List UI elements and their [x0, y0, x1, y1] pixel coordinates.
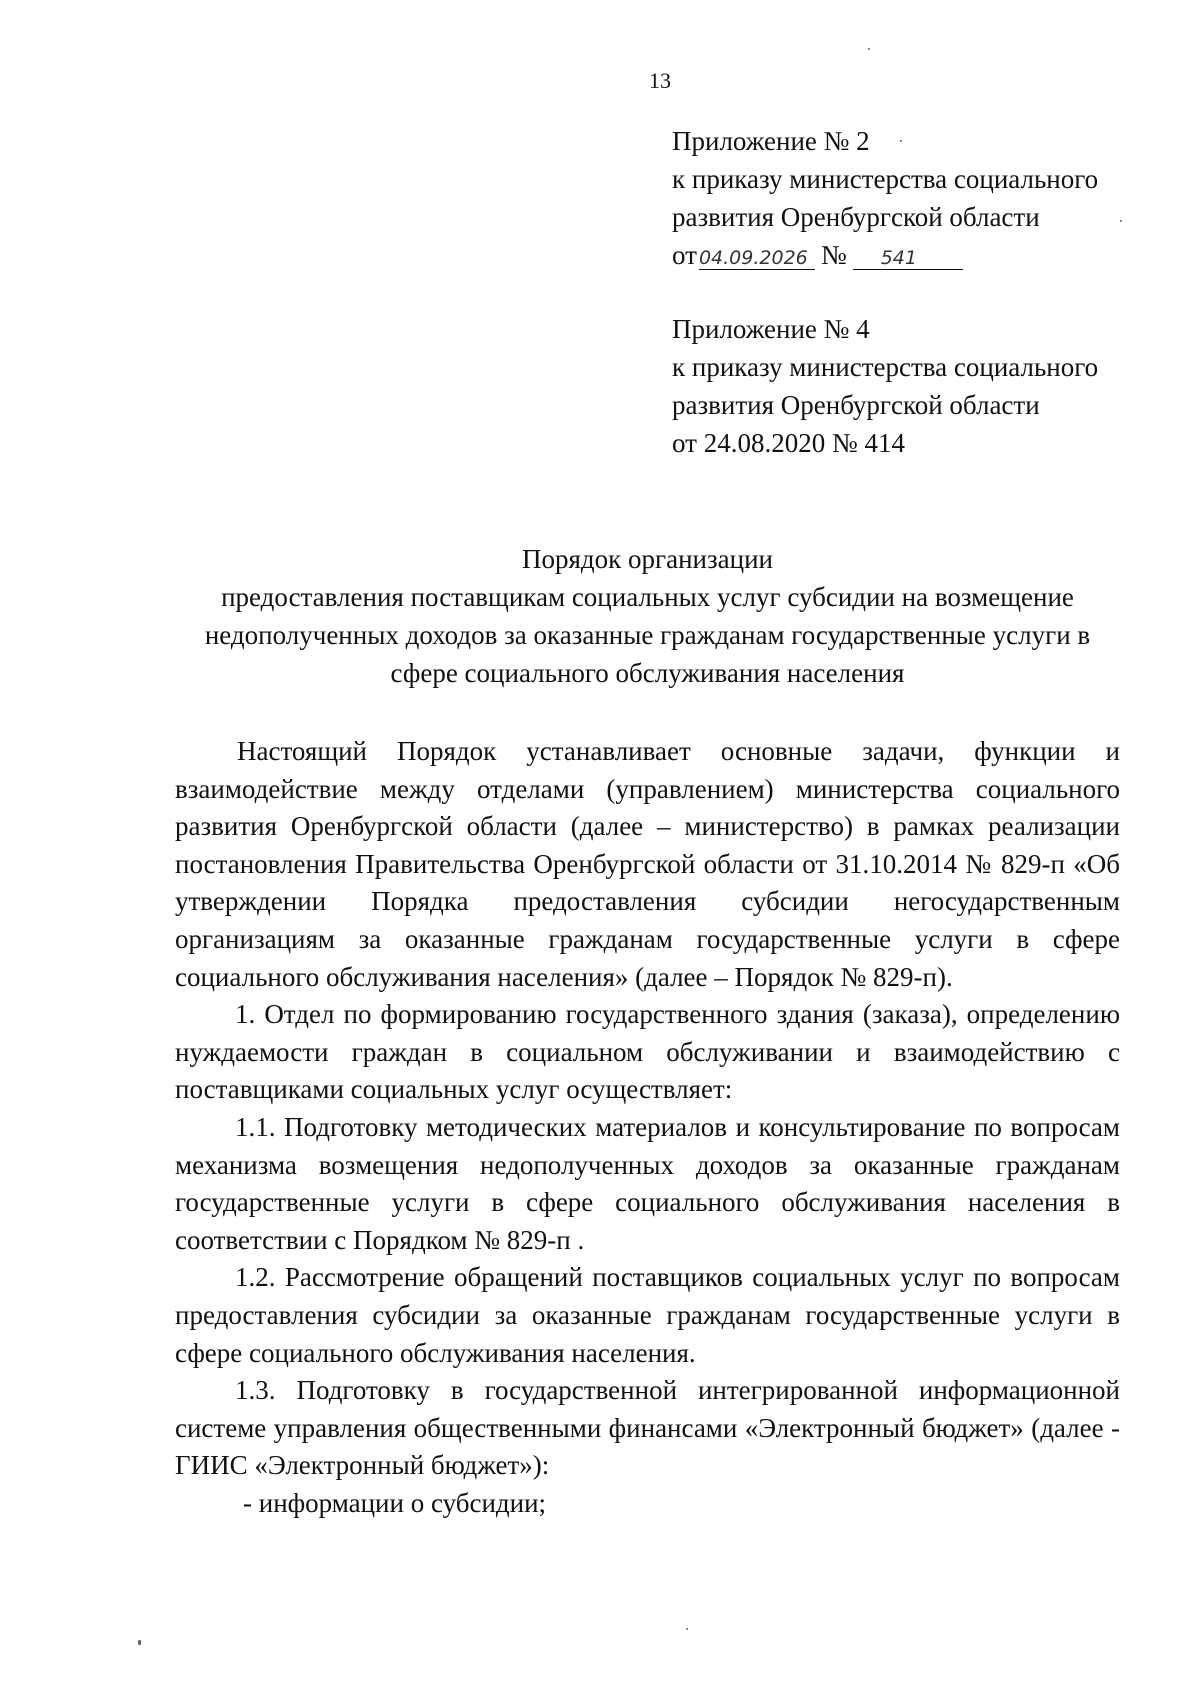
- title-line-4: сфере социального обслуживания населения: [390, 658, 905, 688]
- document-title: [175, 540, 1120, 692]
- paragraph-bullet: - информации о субсидии;: [243, 1487, 547, 1518]
- title-line-3: недополученных доходов за оказанные гражданам государственные услуги в: [204, 620, 1091, 650]
- appendix-4-line3: от 24.08.2020 № 414: [672, 428, 905, 458]
- appendix-2-title: Приложение № 2: [672, 126, 870, 156]
- paragraph-intro: Настоящий Порядок устанавливает основные задачи, функции и взаимодействие между отделами (управлением) министерства социального развития Оренбургской области (далее – министерство) в рамках реализации постановления Правительства Оренбургской области от 31.10.2014 № 829-п «Об утверждении Порядка предоставления субсидии негосударственным организациям за оказанные гражданам государственные услуги в сфере социального обслуживания населения» (далее – Порядок № 829-п).: [175, 736, 1120, 992]
- appendix-2-line2: развития Оренбургской области: [672, 202, 1040, 232]
- date-prefix: от: [672, 240, 697, 270]
- appendix-2-block: [672, 122, 1152, 274]
- appendix-4-line2: развития Оренбургской области: [672, 390, 1040, 420]
- paragraph-1-3: 1.3. Подготовку в государственной интегрированной информационной системе управления общественными финансами «Электронный бюджет» (далее - ГИИС «Электронный бюджет»):: [175, 1375, 1120, 1481]
- paragraph-1: 1. Отдел по формированию государственного здания (заказа), определению нуждаемости граждан в социальном обслуживании и взаимодействию с поставщиками социальных услуг осуществляет:: [175, 999, 1120, 1105]
- scan-speck: [138, 1640, 141, 1645]
- appendix-2-date-line: [672, 236, 1152, 274]
- page-number: 13: [649, 68, 671, 93]
- handwritten-number: 541: [853, 247, 963, 270]
- scan-speck: [868, 48, 870, 50]
- appendix-2-line1: к приказу министерства социального: [672, 164, 1099, 194]
- number-prefix: №: [820, 240, 847, 270]
- paragraph-1-2: 1.2. Рассмотрение обращений поставщиков социальных услуг по вопросам предоставления субсидии за оказанные гражданам государственные услуги в сфере социального обслуживания населения.: [175, 1262, 1120, 1368]
- paragraph-1-1: 1.1. Подготовку методических материалов и консультирование по вопросам механизма возмещения недополученных доходов за оказанные гражданам государственные услуги в сфере социального обслуживания населения в соответствии с Порядком № 829-п .: [175, 1111, 1120, 1255]
- appendix-4-title: Приложение № 4: [672, 314, 870, 344]
- document-body: [175, 733, 1120, 1522]
- appendix-4-line1: к приказу министерства социального: [672, 352, 1099, 382]
- appendix-4-block: [672, 310, 1152, 462]
- title-line-1: Порядок организации: [522, 544, 773, 574]
- handwritten-date: 04.09.2026: [699, 247, 815, 270]
- scan-speck: [1120, 220, 1122, 222]
- title-line-2: предоставления поставщикам социальных услуг субсидии на возмещение: [221, 582, 1074, 612]
- scan-speck: [900, 140, 902, 142]
- scan-speck: [686, 1628, 688, 1630]
